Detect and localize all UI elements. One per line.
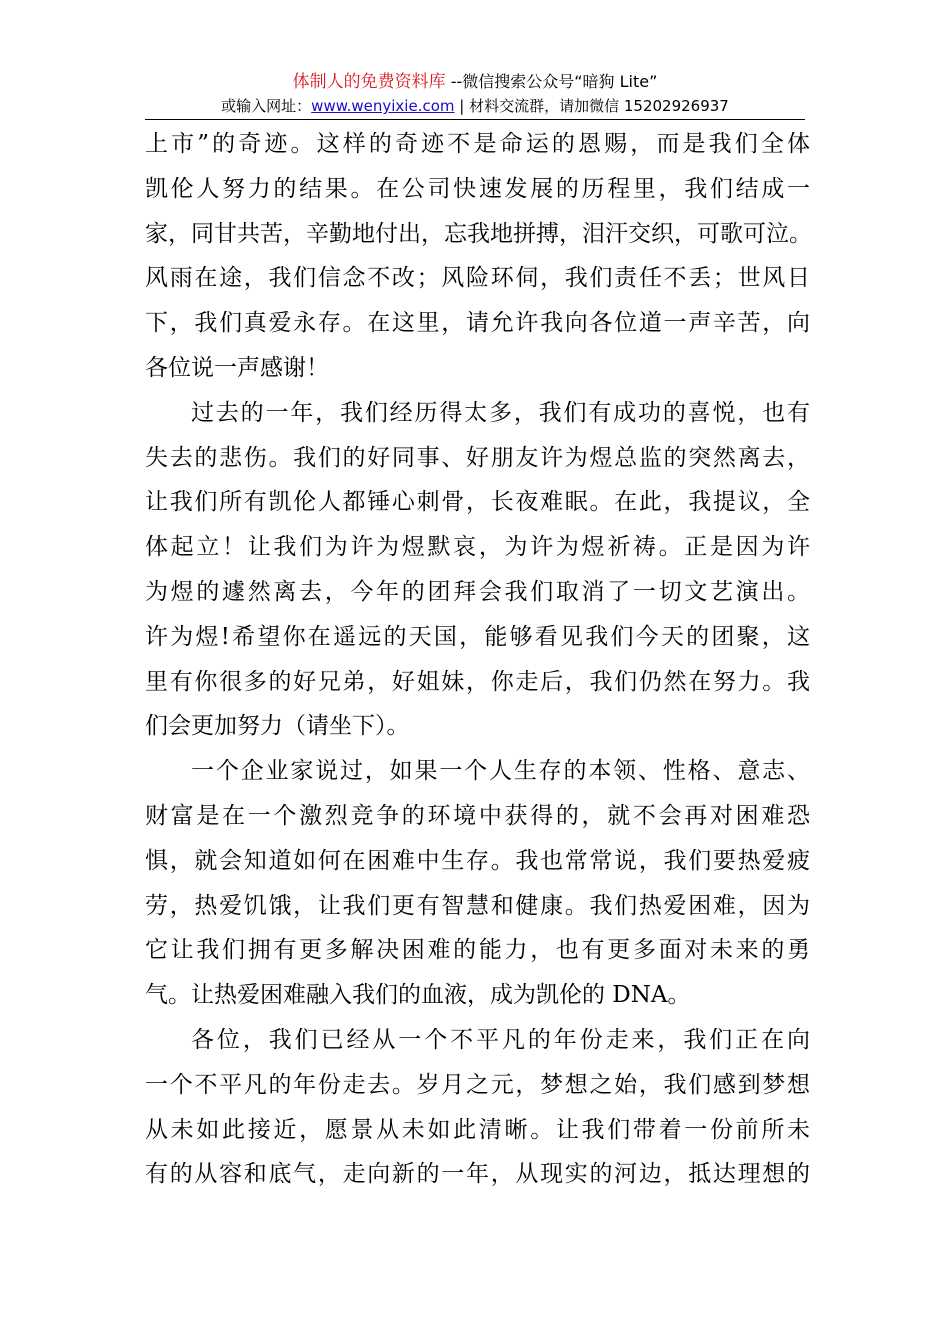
paragraph-1 bbox=[145, 122, 810, 391]
paragraph-line: 从未如此接近，愿景从未如此清晰。让我们带着一份前所未 bbox=[145, 1116, 810, 1143]
paragraph-line: 家，同甘共苦，辛勤地付出，忘我地拼搏，泪汗交织，可歌可泣。 bbox=[145, 220, 812, 247]
paragraph-line: 它让我们拥有更多解决困难的能力，也有更多面对未来的勇 bbox=[145, 937, 810, 964]
paragraph-line: 风雨在途，我们信念不改；风险环伺，我们责任不丢；世风日 bbox=[145, 265, 810, 292]
paragraph-line: 失去的悲伤。我们的好同事、好朋友许为煜总监的突然离去， bbox=[145, 444, 810, 471]
paragraph-line: 有的从容和底气，走向新的一年，从现实的河边，抵达理想的 bbox=[145, 1161, 810, 1188]
header-brand: 体制人的免费资料库 bbox=[292, 72, 446, 92]
paragraph-line: 上市”的奇迹。这样的奇迹不是命运的恩赐，而是我们全体 bbox=[145, 131, 810, 157]
paragraph-line: 过去的一年，我们经历得太多，我们有成功的喜悦，也有 bbox=[191, 399, 810, 426]
paragraph-2 bbox=[145, 391, 810, 749]
paragraph-line: 许为煜!希望你在遥远的天国，能够看见我们今天的团聚，这 bbox=[145, 623, 810, 650]
paragraph-line: 为煜的遽然离去，今年的团拜会我们取消了一切文艺演出。 bbox=[145, 578, 810, 605]
paragraph-line: 们会更加努力（请坐下）。 bbox=[145, 713, 410, 740]
header-line-2 bbox=[145, 96, 805, 116]
paragraph-3 bbox=[145, 749, 810, 1018]
paragraph-line: 气。让热爱困难融入我们的血液，成为凯伦的 DNA。 bbox=[145, 982, 691, 1009]
header-url-prefix: 或输入网址： bbox=[221, 97, 312, 115]
paragraph-line: 让我们所有凯伦人都锤心刺骨，长夜难眠。在此，我提议，全 bbox=[145, 489, 810, 516]
paragraph-line: 下，我们真爱永存。在这里，请允许我向各位道一声辛苦，向 bbox=[145, 310, 810, 337]
header-contact: | 材料交流群，请加微信 15202926937 bbox=[454, 97, 729, 115]
paragraph-line: 各位，我们已经从一个不平凡的年份走来，我们正在向 bbox=[191, 1026, 810, 1053]
paragraph-line: 一个不平凡的年份走去。岁月之元，梦想之始，我们感到梦想 bbox=[145, 1071, 810, 1098]
paragraph-line: 惧，就会知道如何在困难中生存。我也常常说，我们要热爱疲 bbox=[145, 847, 810, 874]
header-tagline: --微信搜索公众号“暗狗 Lite” bbox=[445, 72, 658, 91]
document-body bbox=[145, 122, 810, 1197]
paragraph-line: 各位说一声感谢！ bbox=[145, 354, 329, 381]
paragraph-line: 体起立！让我们为许为煜默哀，为许为煜祈祷。正是因为许 bbox=[145, 534, 810, 561]
paragraph-4 bbox=[145, 1018, 810, 1197]
header-url-link[interactable]: www.wenyixie.com bbox=[311, 97, 455, 115]
header-divider bbox=[145, 119, 805, 120]
paragraph-line: 凯伦人努力的结果。在公司快速发展的历程里，我们结成一 bbox=[145, 175, 810, 202]
paragraph-line: 里有你很多的好兄弟，好姐妹，你走后，我们仍然在努力。我 bbox=[145, 668, 810, 695]
header-line-1 bbox=[145, 72, 805, 92]
paragraph-line: 财富是在一个激烈竞争的环境中获得的，就不会再对困难恐 bbox=[145, 802, 810, 829]
paragraph-line: 一个企业家说过，如果一个人生存的本领、性格、意志、 bbox=[191, 758, 810, 785]
paragraph-line: 劳，热爱饥饿，让我们更有智慧和健康。我们热爱困难，因为 bbox=[145, 892, 810, 919]
